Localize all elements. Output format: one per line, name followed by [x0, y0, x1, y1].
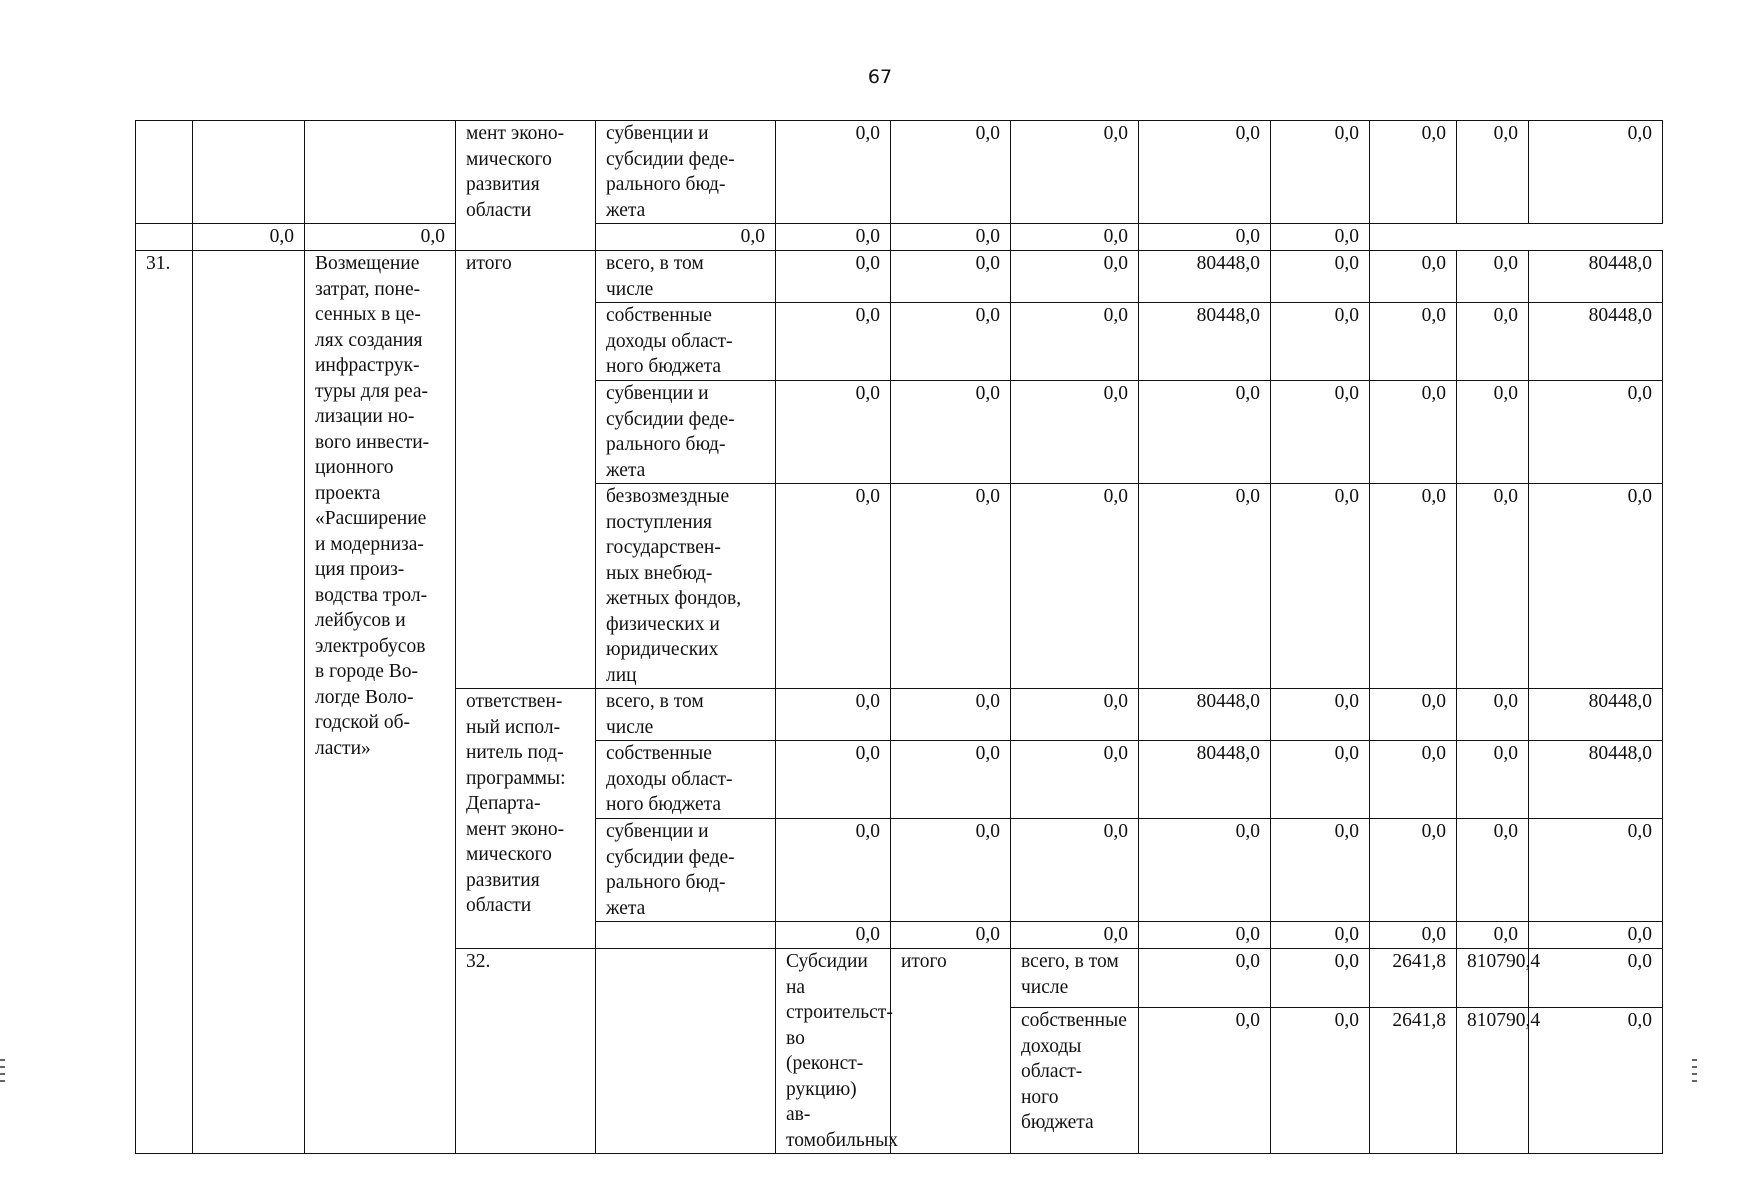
amount-cell: 810790,4	[1457, 949, 1529, 1008]
text-cell: 31.	[136, 251, 193, 1154]
text-cell: Возмещение затрат, поне- сенных в це- лях создания инфраструк- туры для реа- лизации но- вого инвести- ционного проекта «Расширение и модерниза- ция произ- водства трол- лейбусов и электробусов в городе Во- логде Воло- годской об- ласти»	[305, 251, 456, 1154]
empty-cell	[136, 121, 193, 224]
amount-cell: 0,0	[891, 224, 1011, 251]
table-row	[136, 251, 1663, 303]
amount-cell: 0,0	[776, 689, 891, 741]
scan-mark	[1692, 1080, 1697, 1082]
text-cell: итого	[891, 949, 1011, 1154]
amount-cell: 0,0	[1457, 121, 1529, 224]
amount-cell: 0,0	[1370, 121, 1457, 224]
amount-cell: 0,0	[776, 922, 891, 949]
text-cell: ответствен- ный испол- нитель под- программы: Дeпарта- мент эконо- мического развития области	[456, 689, 596, 949]
amount-cell: 0,0	[776, 819, 891, 922]
amount-cell: 0,0	[1011, 224, 1139, 251]
amount-cell: 0,0	[193, 224, 305, 251]
amount-cell: 0,0	[1529, 121, 1663, 224]
amount-cell: 0,0	[891, 819, 1011, 922]
table-row	[136, 121, 1663, 224]
text-cell: Субсидии на строительст- во (реконст- рукцию) ав- томобильных	[776, 949, 891, 1154]
text-cell: субвенции и субсидии феде- рального бюд- жета	[596, 381, 776, 484]
amount-cell: 0,0	[1457, 819, 1529, 922]
amount-cell: 0,0	[305, 224, 456, 251]
amount-cell: 0,0	[776, 381, 891, 484]
amount-cell: 0,0	[891, 741, 1011, 819]
empty-cell	[305, 121, 456, 224]
amount-cell: 0,0	[1529, 819, 1663, 922]
amount-cell: 80448,0	[1529, 689, 1663, 741]
amount-cell: 0,0	[1370, 251, 1457, 303]
amount-cell: 0,0	[1370, 922, 1457, 949]
amount-cell: 0,0	[776, 224, 891, 251]
amount-cell: 80448,0	[1139, 741, 1271, 819]
amount-cell: 0,0	[891, 121, 1011, 224]
empty-cell	[193, 121, 305, 224]
text-cell: итого	[456, 251, 596, 689]
text-cell: всего, в том числе	[596, 689, 776, 741]
amount-cell: 80448,0	[1529, 303, 1663, 381]
scan-mark	[1692, 1059, 1697, 1061]
amount-cell: 0,0	[776, 251, 891, 303]
page-number: 67	[867, 66, 893, 88]
amount-cell: 0,0	[1139, 922, 1271, 949]
amount-cell: 0,0	[1529, 381, 1663, 484]
amount-cell: 80448,0	[1529, 741, 1663, 819]
scan-mark	[0, 1073, 5, 1075]
amount-cell: 0,0	[891, 251, 1011, 303]
table-row	[136, 224, 1663, 251]
amount-cell: 0,0	[776, 121, 891, 224]
amount-cell: 0,0	[1271, 251, 1370, 303]
text-cell	[136, 224, 193, 251]
amount-cell: 0,0	[1271, 819, 1370, 922]
text-cell: 32.	[456, 949, 596, 1154]
amount-cell: 0,0	[1370, 819, 1457, 922]
amount-cell: 0,0	[1139, 484, 1271, 689]
amount-cell: 80448,0	[1139, 251, 1271, 303]
amount-cell: 0,0	[1271, 922, 1370, 949]
amount-cell: 0,0	[1139, 949, 1271, 1008]
amount-cell: 0,0	[1457, 484, 1529, 689]
amount-cell: 0,0	[1139, 819, 1271, 922]
amount-cell: 0,0	[891, 303, 1011, 381]
text-cell	[596, 922, 776, 949]
amount-cell: 0,0	[1271, 741, 1370, 819]
text-cell: субвенции и субсидии феде- рального бюд- жета	[596, 819, 776, 922]
amount-cell: 0,0	[891, 689, 1011, 741]
scan-mark	[1692, 1066, 1697, 1068]
amount-cell: 0,0	[1529, 922, 1663, 949]
amount-cell: 0,0	[1457, 741, 1529, 819]
amount-cell: 0,0	[596, 224, 776, 251]
amount-cell: 0,0	[1271, 121, 1370, 224]
text-cell: безвозмездные поступления государствен- ных внебюд- жетных фондов, физических и юридических лиц	[596, 484, 776, 689]
amount-cell: 80448,0	[1139, 689, 1271, 741]
amount-cell: 80448,0	[1139, 303, 1271, 381]
amount-cell: 810790,4	[1457, 1008, 1529, 1154]
amount-cell: 0,0	[1011, 741, 1139, 819]
amount-cell: 0,0	[1139, 224, 1271, 251]
scan-mark	[1692, 1073, 1697, 1075]
scan-mark	[0, 1080, 5, 1082]
amount-cell: 0,0	[1457, 381, 1529, 484]
amount-cell: 0,0	[1011, 484, 1139, 689]
amount-cell: 0,0	[1011, 689, 1139, 741]
amount-cell: 0,0	[1271, 1008, 1370, 1154]
scan-mark	[0, 1059, 5, 1061]
amount-cell: 0,0	[1271, 303, 1370, 381]
amount-cell: 0,0	[1529, 1008, 1663, 1154]
amount-cell: 0,0	[1011, 922, 1139, 949]
text-cell	[193, 251, 305, 1154]
scan-mark	[0, 1066, 5, 1068]
amount-cell: 0,0	[1011, 121, 1139, 224]
amount-cell: 0,0	[1370, 303, 1457, 381]
amount-cell: 2641,8	[1370, 1008, 1457, 1154]
text-cell: мент эконо- мического развития области	[456, 121, 596, 251]
budget-table	[135, 120, 1663, 1154]
amount-cell: 0,0	[891, 922, 1011, 949]
amount-cell: 80448,0	[1529, 251, 1663, 303]
text-cell: всего, в том числе	[596, 251, 776, 303]
amount-cell: 0,0	[1457, 922, 1529, 949]
text-cell: собственные доходы област- ного бюджета	[596, 303, 776, 381]
amount-cell: 0,0	[776, 484, 891, 689]
amount-cell: 0,0	[1271, 484, 1370, 689]
text-cell: всего, в том числе	[1011, 949, 1139, 1008]
text-cell: собственные доходы област- ного бюджета	[1011, 1008, 1139, 1154]
amount-cell: 0,0	[776, 741, 891, 819]
amount-cell: 0,0	[1139, 121, 1271, 224]
amount-cell: 0,0	[891, 484, 1011, 689]
amount-cell: 0,0	[1271, 224, 1370, 251]
text-cell: собственные доходы област- ного бюджета	[596, 741, 776, 819]
amount-cell: 0,0	[891, 381, 1011, 484]
amount-cell: 0,0	[1011, 303, 1139, 381]
amount-cell: 0,0	[1271, 381, 1370, 484]
amount-cell: 0,0	[1011, 251, 1139, 303]
amount-cell: 0,0	[1457, 689, 1529, 741]
amount-cell: 0,0	[1271, 949, 1370, 1008]
amount-cell: 0,0	[1271, 689, 1370, 741]
amount-cell: 0,0	[1370, 741, 1457, 819]
amount-cell: 2641,8	[1370, 949, 1457, 1008]
amount-cell: 0,0	[1370, 381, 1457, 484]
amount-cell: 0,0	[1011, 819, 1139, 922]
amount-cell: 0,0	[1011, 381, 1139, 484]
amount-cell: 0,0	[1139, 381, 1271, 484]
text-cell	[596, 949, 776, 1154]
amount-cell: 0,0	[1370, 484, 1457, 689]
amount-cell: 0,0	[1529, 949, 1663, 1008]
amount-cell: 0,0	[1457, 251, 1529, 303]
text-cell: субвенции и субсидии феде- рального бюд- жета	[596, 121, 776, 224]
amount-cell: 0,0	[1457, 303, 1529, 381]
amount-cell: 0,0	[1139, 1008, 1271, 1154]
amount-cell: 0,0	[1370, 689, 1457, 741]
amount-cell: 0,0	[1529, 484, 1663, 689]
amount-cell: 0,0	[776, 303, 891, 381]
